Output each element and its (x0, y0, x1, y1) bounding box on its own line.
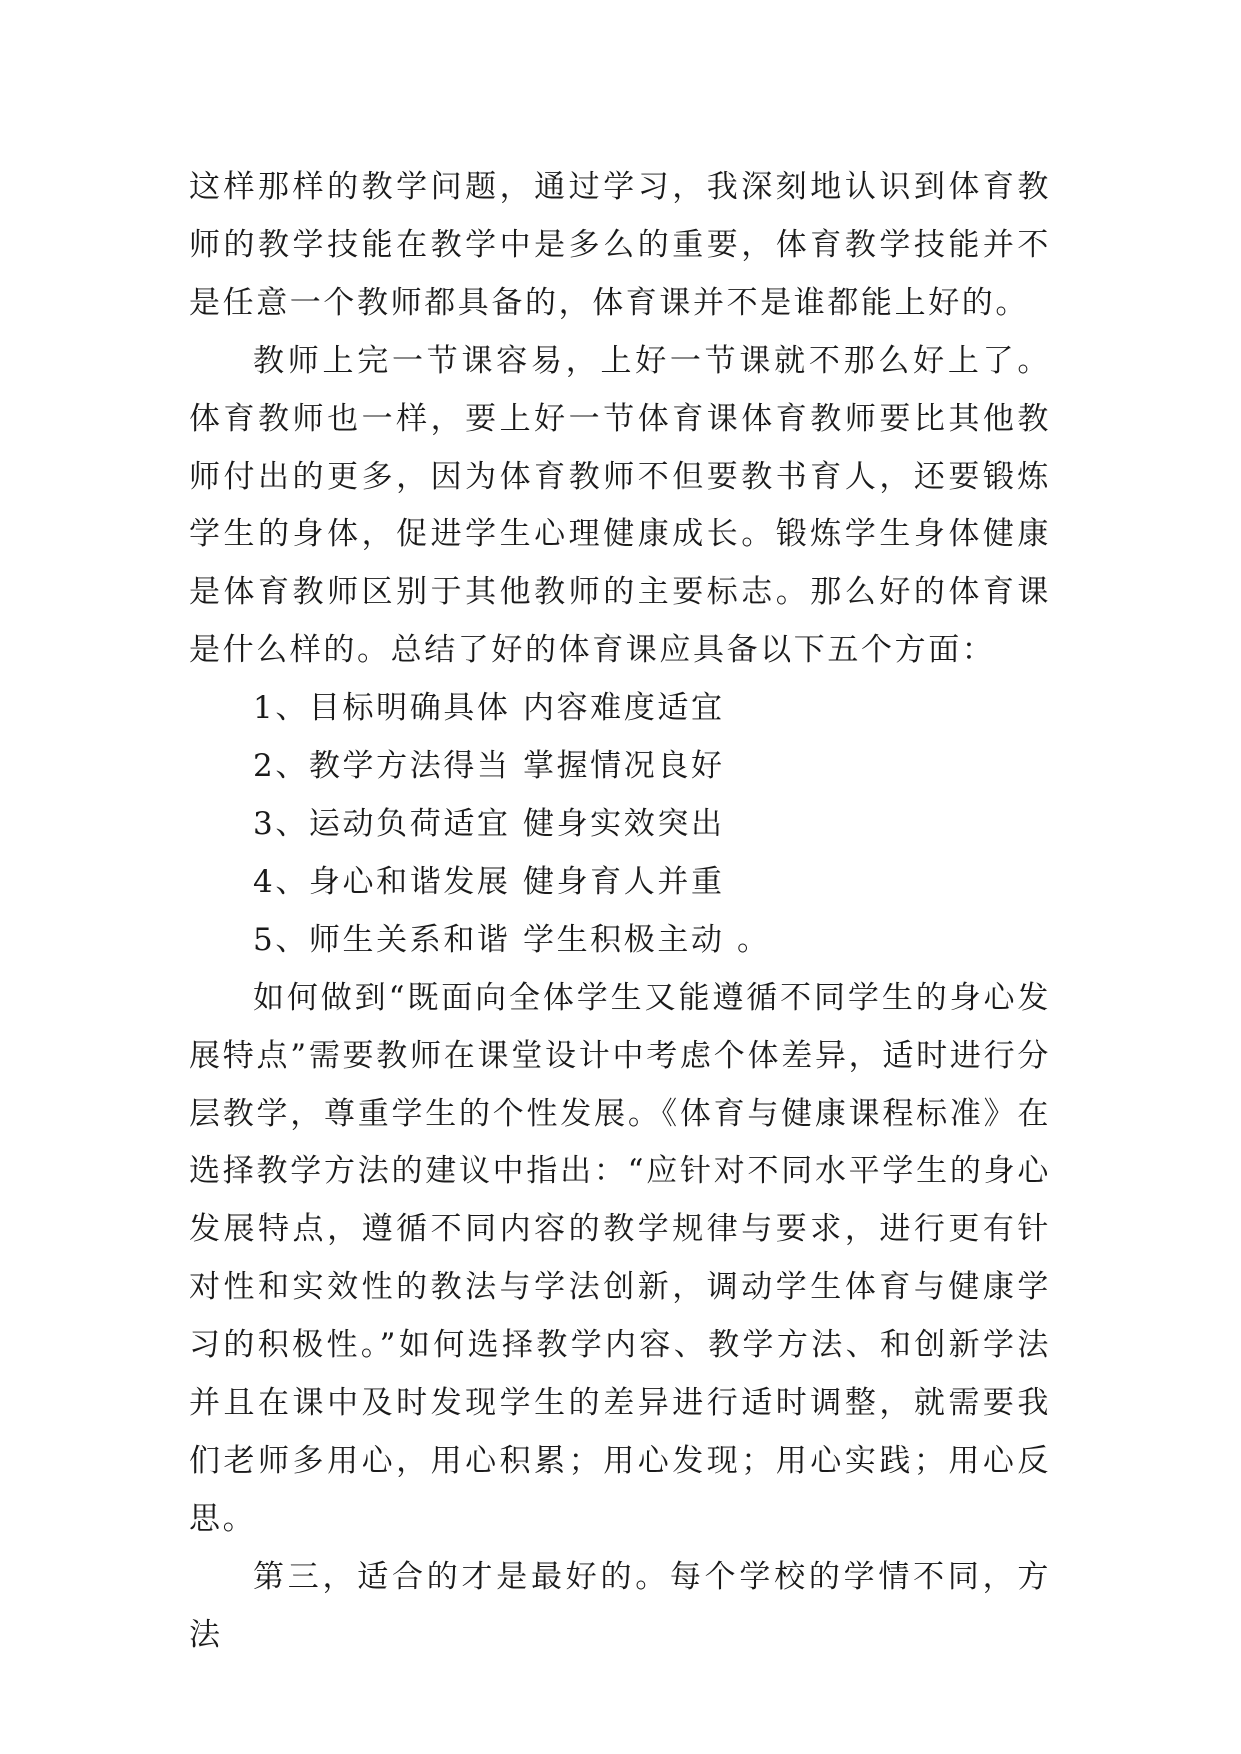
paragraph-third-point: 第三，适合的才是最好的。每个学校的学情不同，方法 (189, 1558, 1051, 1653)
criteria-list (189, 680, 1051, 970)
document-body (189, 159, 1051, 1665)
list-item: 2、教学方法得当 掌握情况良好 (253, 748, 725, 785)
list-item: 5、师生关系和谐 学生积极主动 。 (253, 921, 771, 958)
list-item: 1、目标明确具体 内容难度适宜 (253, 690, 725, 727)
list-item: 4、身心和谐发展 健身育人并重 (253, 863, 725, 900)
paragraph-continuation: 这样那样的教学问题，通过学习，我深刻地认识到体育教师的教学技能在教学中是多么的重要，体育教学技能并不是任意一个教师都具备的，体育课并不是谁都能上好的。 (189, 169, 1051, 321)
paragraph-individual-differences: 如何做到“既面向全体学生又能遵循不同学生的身心发展特点”需要教师在课堂设计中考虑个体差异，适时进行分层教学，尊重学生的个性发展。《体育与健康课程标准》在选择教学方法的建议中指出：“应针对不同水平学生的身心发展特点，遵循不同内容的教学规律与要求，进行更有针对性和实效性的教法与学法创新，调动学生体育与健康学习的积极性。”如何选择教学内容、教学方法、和创新学法并且在课中及时发现学生的差异进行适时调整，就需要我们老师多用心，用心积累；用心发现；用心实践；用心反思。 (189, 979, 1051, 1537)
paragraph-good-pe-class: 教师上完一节课容易，上好一节课就不那么好上了。体育教师也一样，要上好一节体育课体育教师要比其他教师付出的更多，因为体育教师不但要教书育人，还要锻炼学生的身体，促进学生心理健康成长。锻炼学生身体健康是体育教师区别于其他教师的主要标志。那么好的体育课是什么样的。总结了好的体育课应具备以下五个方面： (189, 342, 1051, 669)
list-item: 3、运动负荷适宜 健身实效突出 (253, 805, 725, 842)
